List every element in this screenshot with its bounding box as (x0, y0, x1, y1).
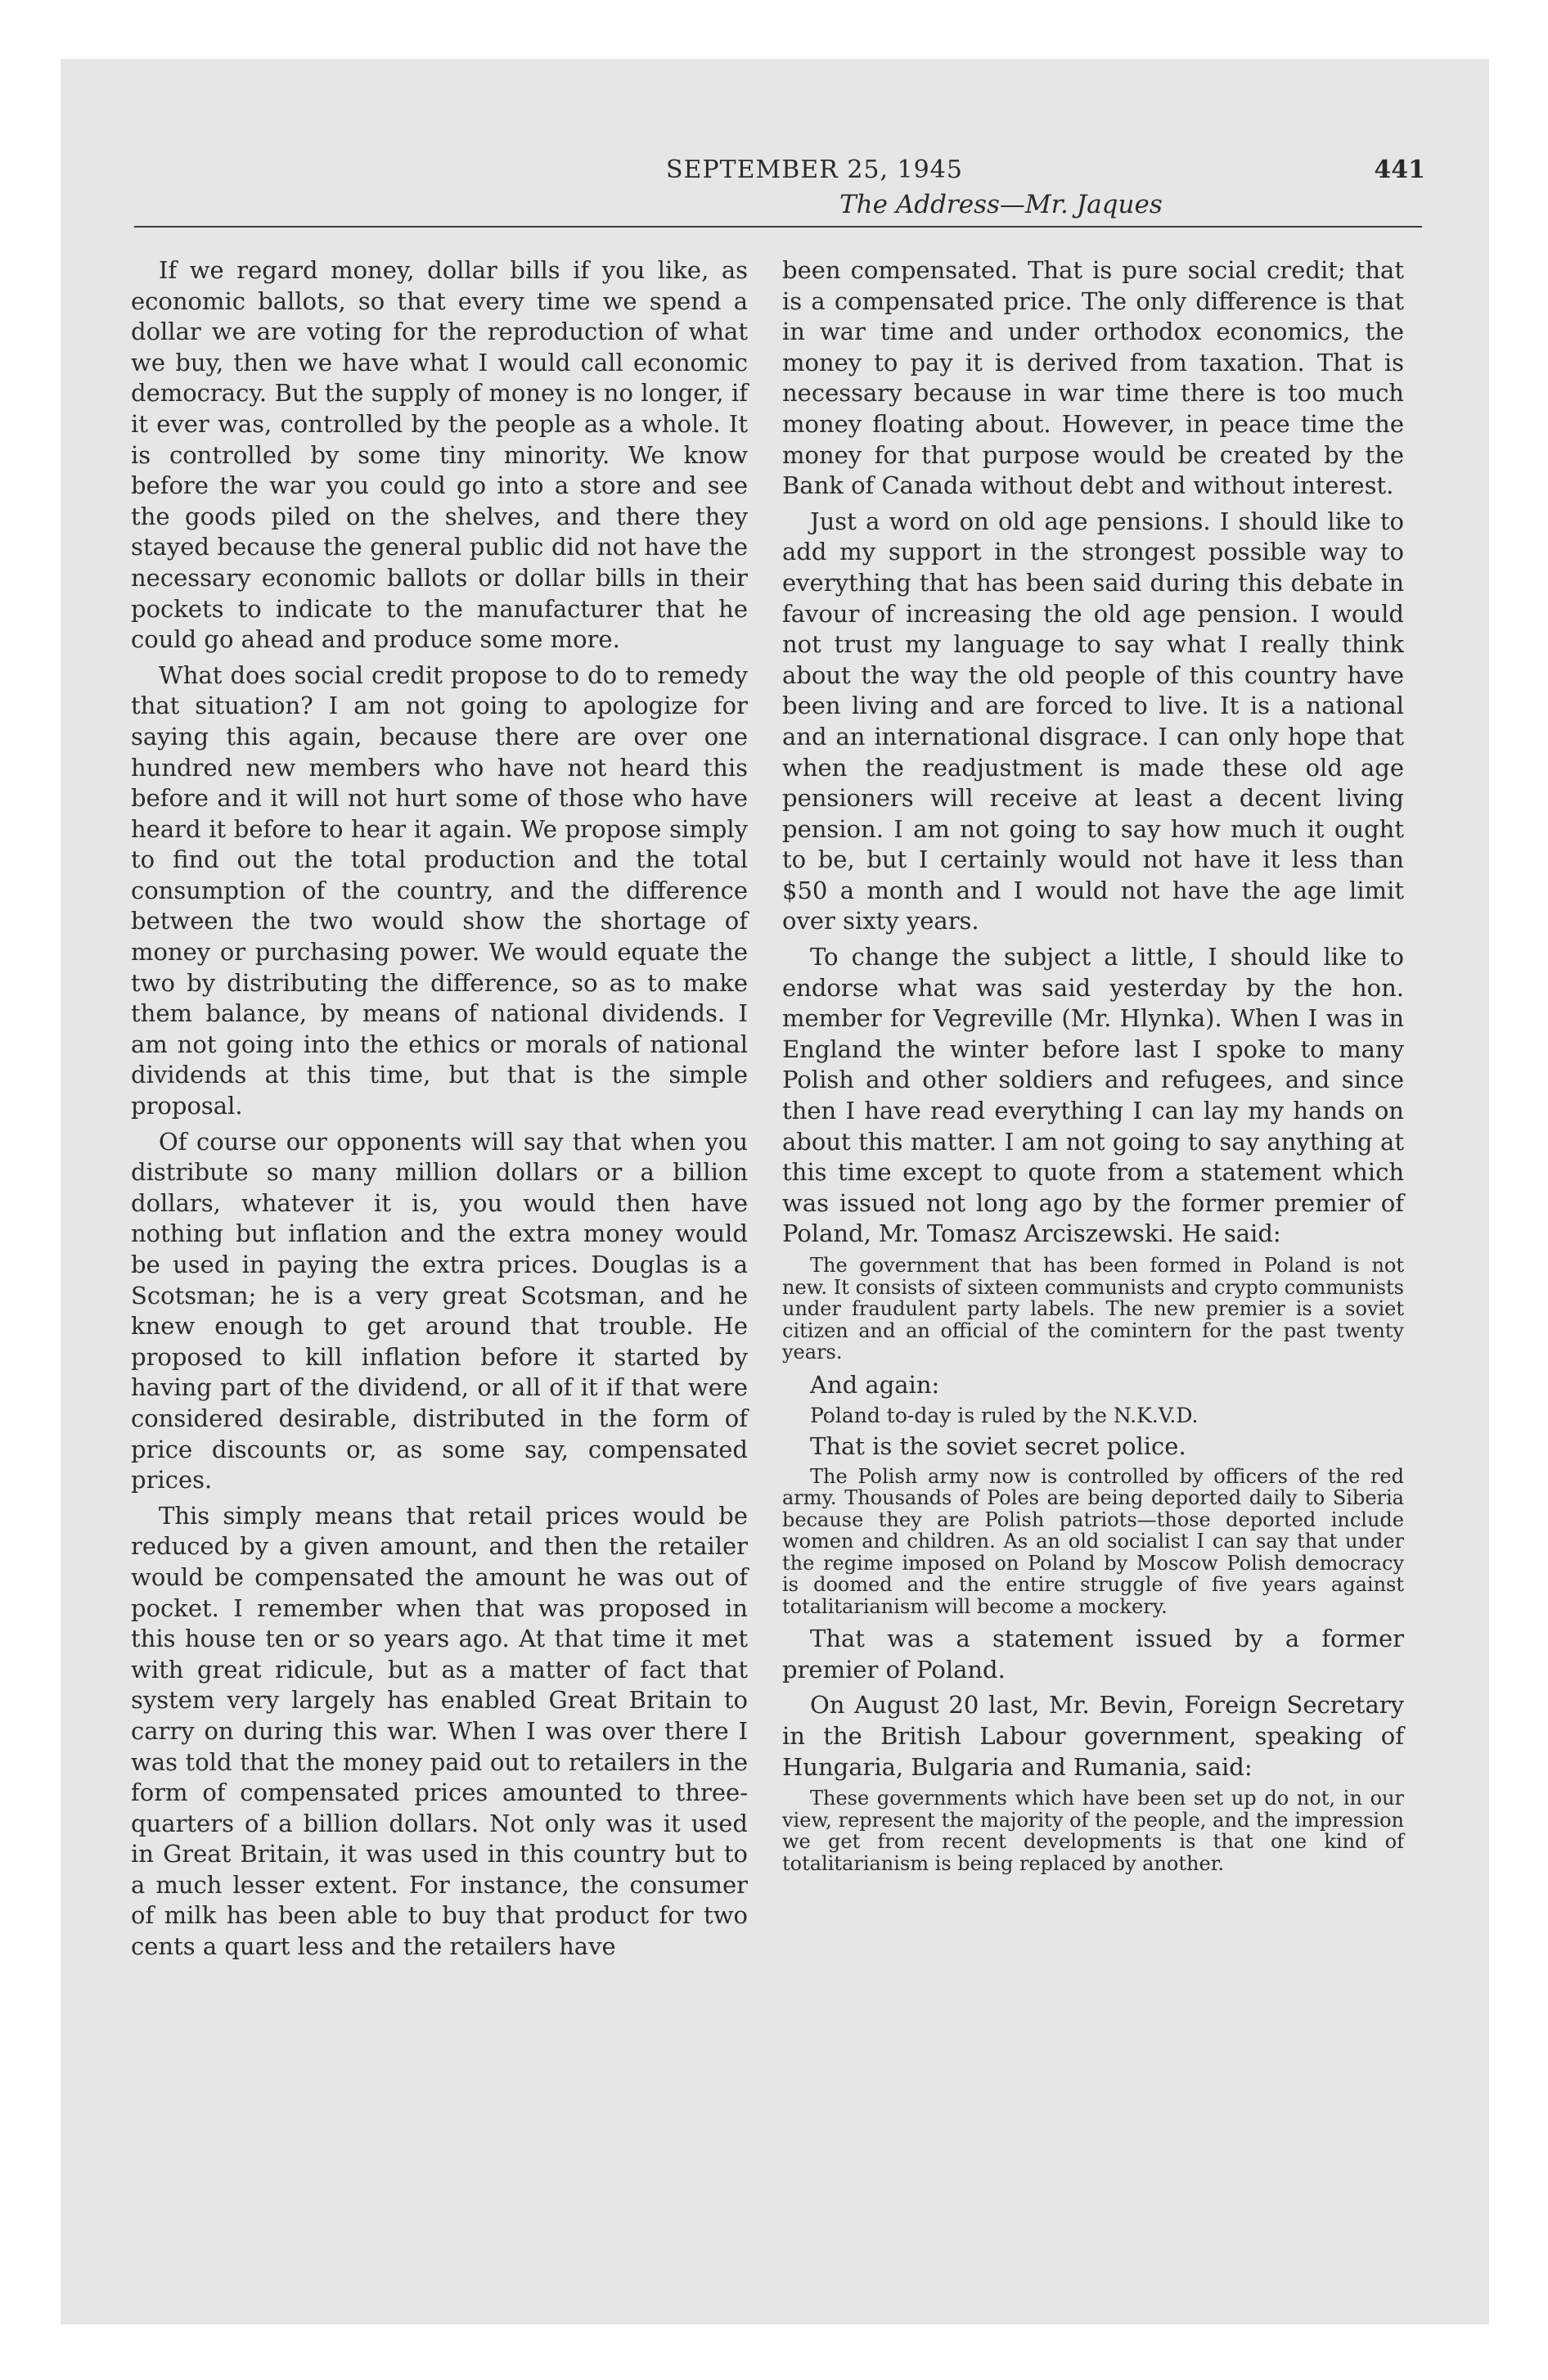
running-head-title: The Address—Mr. Jaques (839, 190, 1163, 219)
text-secret-police: That is the soviet secret police. (810, 1432, 1186, 1461)
header-rule (134, 226, 1422, 228)
quote-arciszewski-government: The government that has been formed in Poland is not new. It consists of sixteen communists and crypto communists under fraudulent party labels. The new premier is a soviet citizen and an official of the comintern for the past twenty years. (782, 1254, 1404, 1364)
text-and-again: And again: (810, 1370, 940, 1399)
left-column (131, 255, 748, 1963)
paragraph-old-age-pensions: Just a word on old age pensions. I should like to add my support in the strongest possible way to everything that has been said during this debate in favour of increasing the old age pension. I would not trust my language to say what I really think about the way the old people of this country have been living and are forced to live. It is a national and an international disgrace. I can only hope that when the readjustment is made these old age pensioners will receive at least a decent living pension. I am not going to say how much it ought to be, but I certainly would not have it less than $50 a month and I would not have the age limit over sixty years. (782, 507, 1404, 935)
paragraph-continuation: been compensated. That is pure social credit; that is a compensated price. The only difference is that in war time and under orthodox economics, the money to pay it is derived from taxation. That is necessary because in war time there is too much money floating about. However, in peace time the money for that purpose would be created by the Bank of Canada without debt and without interest. (782, 256, 1404, 500)
paragraph-economic-democracy: If we regard money, dollar bills if you like, as economic ballots, so that every time we spend a dollar we are voting for the reproduction of what we buy, then we have what I would call economic democracy. But the supply of money is no longer, if it ever was, controlled by the people as a whole. It is controlled by some tiny minority. We know before the war you could go into a store and see the goods piled on the shelves, and there they stayed because the general public did not have the necessary economic ballots or dollar bills in their pockets to indicate to the manufacturer that he could go ahead and produce some more. (131, 256, 748, 654)
paragraph-statement-attribution: That was a statement issued by a former premier of Poland. (782, 1625, 1404, 1684)
hansard-page (61, 59, 1489, 2324)
page-number: 441 (1374, 156, 1425, 184)
quote-nkvd: Poland to-day is ruled by the N.K.V.D. (810, 1404, 1199, 1428)
scanned-page (61, 59, 1489, 2324)
quote-bevin: These governments which have been set up do not, in our view, represent the majority of the people, and the impression we get from recent developments is that one kind of totalitarianism is being replaced by another. (782, 1787, 1404, 1875)
quote-polish-army: The Polish army now is controlled by officers of the red army. Thousands of Poles are being deported daily to Siberia because they are Polish patriots—those deported include women and children. As an old socialist I can say that under the regime imposed on Poland by Moscow Polish democracy is doomed and the entire struggle of five years against totalitarianism will become a mockery. (782, 1464, 1404, 1618)
right-column (782, 255, 1404, 1881)
paragraph-poland: To change the subject a little, I should like to endorse what was said yesterday by the hon. member for Vegreville (Mr. Hlynka). When I was in England the winter before last I spoke to many Polish and other soldiers and refugees, and since then I have read everything I can lay my hands on about this matter. I am not going to say anything at this time except to quote from a statement which was issued not long ago by the former premier of Poland, Mr. Tomasz Arciszewski. He said: (782, 943, 1404, 1248)
paragraph-inflation: Of course our opponents will say that when you distribute so many million dollars or a billion dollars, whatever it is, you would then have nothing but inflation and the extra money would be used in paying the extra prices. Douglas is a Scotsman; he is a very great Scotsman, and he knew enough to get around that trouble. He proposed to kill inflation before it started by having part of the dividend, or all of it if that were considered desirable, distributed in the form of price discounts or, as some say, compensated prices. (131, 1127, 748, 1494)
paragraph-social-credit-proposal: What does social credit propose to do to remedy that situation? I am not going to apologize for saying this again, because there are over one hundred new members who have not heard this before and it will not hurt some of those who have heard it before to hear it again. We propose simply to find out the total production and the total consumption of the country, and the difference between the two would show the shortage of money or purchasing power. We would equate the two by distributing the difference, so as to make them balance, by means of national dividends. I am not going into the ethics or morals of national dividends at this time, but that is the simple proposal. (131, 660, 748, 1120)
paragraph-bevin: On August 20 last, Mr. Bevin, Foreign Secretary in the British Labour government, speaking of Hungaria, Bulgaria and Rumania, said: (782, 1691, 1404, 1781)
running-head-date: SEPTEMBER 25, 1945 (666, 156, 963, 184)
page-header (134, 156, 1435, 254)
paragraph-compensated-prices: This simply means that retail prices would be reduced by a given amount, and then the retailer would be compensated the amount he was out of pocket. I remember when that was proposed in this house ten or so years ago. At that time it met with great ridicule, but as a matter of fact that system very largely has enabled Great Britain to carry on during this war. When I was over there I was told that the money paid out to retailers in the form of compensated prices amounted to three-quarters of a billion dollars. Not only was it used in Great Britain, it was used in this country but to a much lesser extent. For instance, the consumer of milk has been able to buy that product for two cents a quart less and the retailers have (131, 1501, 748, 1961)
